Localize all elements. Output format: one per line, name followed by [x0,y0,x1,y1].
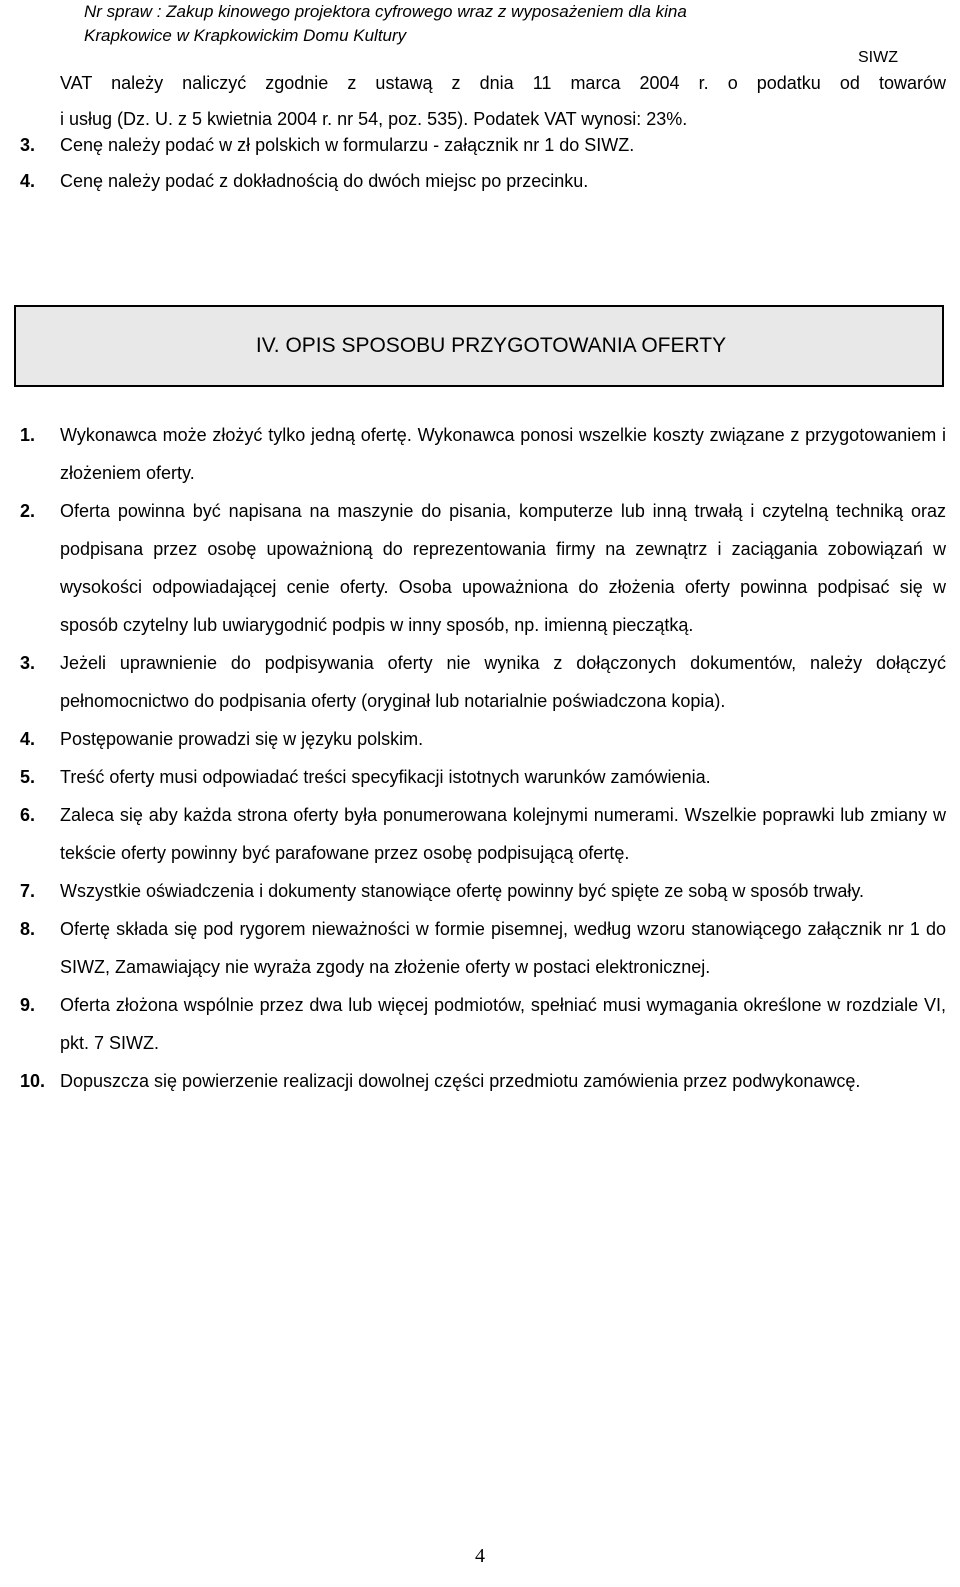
list-item [20,1062,946,1100]
item-text: Treść oferty musi odpowiadać treści specyfikacji istotnych warunków zamówienia. [60,767,711,787]
item-text: Wszystkie oświadczenia i dokumenty stanowiące ofertę powinny być spięte ze sobą w sposób trwały. [60,881,865,901]
item-number: 4. [20,171,36,191]
item-number: 5. [20,767,36,787]
item-number: 10. [20,1071,46,1091]
item-text: Oferta powinna być napisana na maszynie do pisania, komputerze lub inną trwałą i czytelną techniką oraz podpisana przez osobę upoważnioną do reprezentowania firmy na zewnątrz i zaciągania zobowiązań w wysokości odpowiadającej cenie oferty. Osoba upoważniona do złożenia oferty powinna podpisać się w sposób czytelny lub uwiarygodnić podpis w inny sposób, np. imienną pieczątką. [60,501,946,635]
item-text: Postępowanie prowadzi się w języku polskim. [60,729,424,749]
item-text: Zaleca się aby każda strona oferty była ponumerowana kolejnymi numerami. Wszelkie poprawki lub zmiany w tekście oferty powinny być parafowane przez osobę podpisującą ofertę. [60,805,946,863]
continued-line-2: i usług (Dz. U. z 5 kwietnia 2004 r. nr 54, poz. 535). Podatek VAT wynosi: 23%. [60,109,688,129]
item-text: Ofertę składa się pod rygorem nieważności w formie pisemnej, według wzoru stanowiącego załącznik nr 1 do SIWZ, Zamawiający nie wyraża zgody na złożenie oferty w postaci elektronicznej. [60,919,946,977]
continued-line-1: VAT należy naliczyć zgodnie z ustawą z dnia 11 marca 2004 r. o podatku od towarów [60,73,946,93]
document-label: SIWZ [858,49,898,66]
item-number: 9. [20,995,36,1015]
running-header [84,0,884,48]
item-number: 3. [20,653,36,673]
item-text: Cenę należy podać w zł polskich w formularzu - załącznik nr 1 do SIWZ. [60,135,635,155]
list-item [20,872,946,910]
list-item [20,416,946,492]
item-number: 3. [20,135,36,155]
item-number: 7. [20,881,36,901]
item-text: Cenę należy podać z dokładnością do dwóch miejsc po przecinku. [60,171,589,191]
item-number: 4. [20,729,36,749]
item-text: Jeżeli uprawnienie do podpisywania oferty nie wynika z dołączonych dokumentów, należy dołączyć pełnomocnictwo do podpisania oferty (oryginał lub notarialnie poświadczona kopia). [60,653,946,711]
item-text: Oferta złożona wspólnie przez dwa lub więcej podmiotów, spełniać musi wymagania określone w rozdziale VI, pkt. 7 SIWZ. [60,995,946,1053]
list-item [20,166,946,202]
list-item [20,758,946,796]
item-number: 6. [20,805,36,825]
page-number: 4 [475,1545,485,1567]
list-item [20,986,946,1062]
list-item [20,720,946,758]
list-item [20,492,946,644]
list-item [20,796,946,872]
offer-preparation-list [20,416,946,1100]
header-line-1: Nr spraw : Zakup kinowego projektora cyfrowego wraz z wyposażeniem dla kina [84,2,687,21]
item-text: Wykonawca może złożyć tylko jedną ofertę. Wykonawca ponosi wszelkie koszty związane z przygotowaniem i złożeniem oferty. [60,425,946,483]
item-number: 1. [20,425,36,445]
section-heading-box [14,305,944,387]
item-number: 2. [20,501,36,521]
header-line-2: Krapkowice w Krapkowickim Domu Kultury [84,26,407,45]
item-number: 8. [20,919,36,939]
list-item [20,130,946,166]
list-item [20,910,946,986]
list-item [20,644,946,720]
item-text: Dopuszcza się powierzenie realizacji dowolnej części przedmiotu zamówienia przez podwykonawcę. [60,1071,861,1091]
section-title: IV. OPIS SPOSOBU PRZYGOTOWANIA OFERTY [255,334,727,357]
previous-section-list [20,130,946,202]
